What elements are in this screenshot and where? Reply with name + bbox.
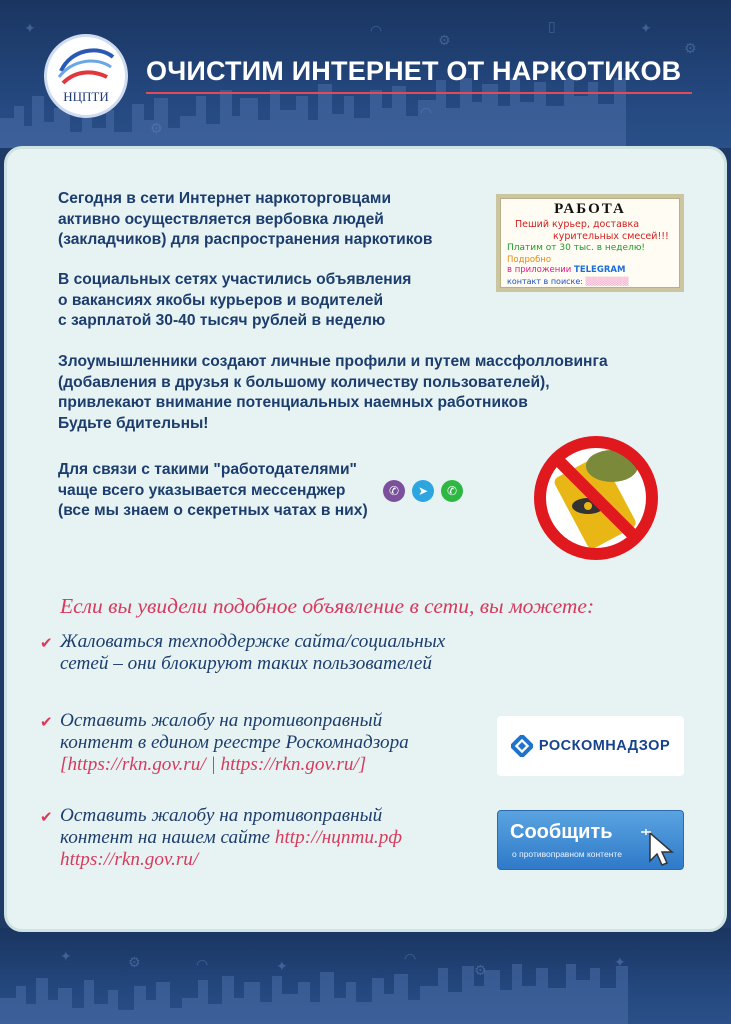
satellite-icon: ✦: [24, 20, 36, 36]
ncpti-link[interactable]: http://нцпти.рф: [274, 827, 402, 848]
ad-line: [507, 265, 625, 275]
paragraph-massfollowing: Злоумышленники создают личные профили и путем массфолловинга (добавления в друзья к большому количеству пользователей), привлекают внимание потенциальных наемных работников Будьте бдительны!: [58, 353, 608, 432]
logo-text: НЦПТИ: [63, 89, 109, 104]
action-item-support: Жаловаться техподдержке сайта/социальных сетей – они блокируют таких пользователей: [60, 631, 446, 674]
job-ad-sample: [496, 194, 684, 292]
job-ad-card: [500, 198, 680, 288]
check-icon: ✔: [40, 635, 53, 652]
report-button-sublabel: о противоправном контенте: [512, 849, 622, 859]
cursor-icon: [640, 825, 678, 867]
wifi-icon: ◠: [404, 950, 417, 966]
ad-line: [507, 277, 629, 286]
rkn-label: РОСКОМНАДЗОР: [538, 738, 671, 754]
action-item-site: [60, 805, 402, 871]
ad-heading: РАБОТА: [554, 201, 626, 217]
action-item-rkn: [60, 710, 409, 776]
check-icon: ✔: [40, 809, 53, 826]
title-underline: [146, 92, 692, 94]
ad-contact-prefix: контакт в поиске:: [507, 277, 586, 286]
paragraph-messengers: Для связи с такими "работодателями" чаще всего указывается мессенджер (все мы знаем о секретных чатах в них): [58, 461, 368, 519]
ad-line: Платим от 30 тыс. в неделю!: [507, 243, 646, 253]
gear-icon: ⚙: [474, 962, 487, 978]
ad-line: Подробно: [507, 255, 552, 265]
mouse-icon: ▯: [548, 18, 556, 34]
telegram-icon: ➤: [412, 480, 434, 502]
page-title: ОЧИСТИМ ИНТЕРНЕТ ОТ НАРКОТИКОВ: [146, 56, 682, 86]
wifi-icon: ◠: [370, 22, 383, 38]
city-skyline: [0, 964, 731, 1024]
rkn-logo-icon: [511, 735, 533, 757]
logo-swirl-icon: [47, 41, 125, 91]
whatsapp-icon: ✆: [441, 480, 463, 502]
action-item-rkn-text: Оставить жалобу на противоправный контент в едином реестре Роскомнадзора: [60, 710, 409, 753]
rkn-link[interactable]: https://rkn.gov.ru/: [60, 849, 199, 870]
wifi-icon: ◠: [196, 956, 209, 972]
actions-intro: Если вы увидели подобное объявление в сети, вы можете:: [60, 594, 595, 618]
report-button-label: Сообщить: [510, 821, 613, 843]
wifi-icon: ◠: [420, 104, 433, 120]
ad-contact-blurred: ▒▒▒▒▒▒▒: [585, 277, 629, 286]
paragraph-vacancies: В социальных сетях участились объявления о вакансиях якобы курьеров и водителей с зарплатой 30-40 тысяч рублей в неделю: [58, 271, 412, 329]
viber-icon: ✆: [383, 480, 405, 502]
action-item-site-text: Оставить жалобу на противоправный контент на нашем сайте: [60, 805, 383, 848]
gear-icon: ⚙: [684, 40, 697, 56]
rkn-links[interactable]: [https://rkn.gov.ru/ | https://rkn.gov.ru/]: [60, 754, 367, 775]
no-drugs-sign-icon: [530, 432, 662, 564]
rkn-logo-button[interactable]: [497, 716, 684, 776]
ad-line: курительных смесей!!!: [553, 231, 669, 242]
ad-app-prefix: в приложении: [507, 265, 575, 275]
check-icon: ✔: [40, 714, 53, 731]
report-button[interactable]: [497, 810, 684, 870]
ad-app-name: TELEGRAM: [574, 265, 626, 275]
header-band: [0, 0, 731, 148]
ad-line: Пеший курьер, доставка: [515, 219, 640, 230]
paragraph-recruitment: Сегодня в сети Интернет наркоторговцами активно осуществляется вербовка людей (закладчиков) для распространения наркотиков: [58, 190, 433, 248]
logo: [44, 34, 128, 118]
gear-icon: ⚙: [438, 32, 451, 48]
satellite-icon: ✦: [614, 954, 626, 970]
footer-band: [0, 928, 731, 1024]
gear-icon: ⚙: [128, 954, 141, 970]
satellite-icon: ✦: [640, 20, 652, 36]
satellite-icon: ✦: [60, 948, 72, 964]
satellite-icon: ✦: [276, 958, 288, 974]
gear-icon: ⚙: [150, 120, 163, 136]
